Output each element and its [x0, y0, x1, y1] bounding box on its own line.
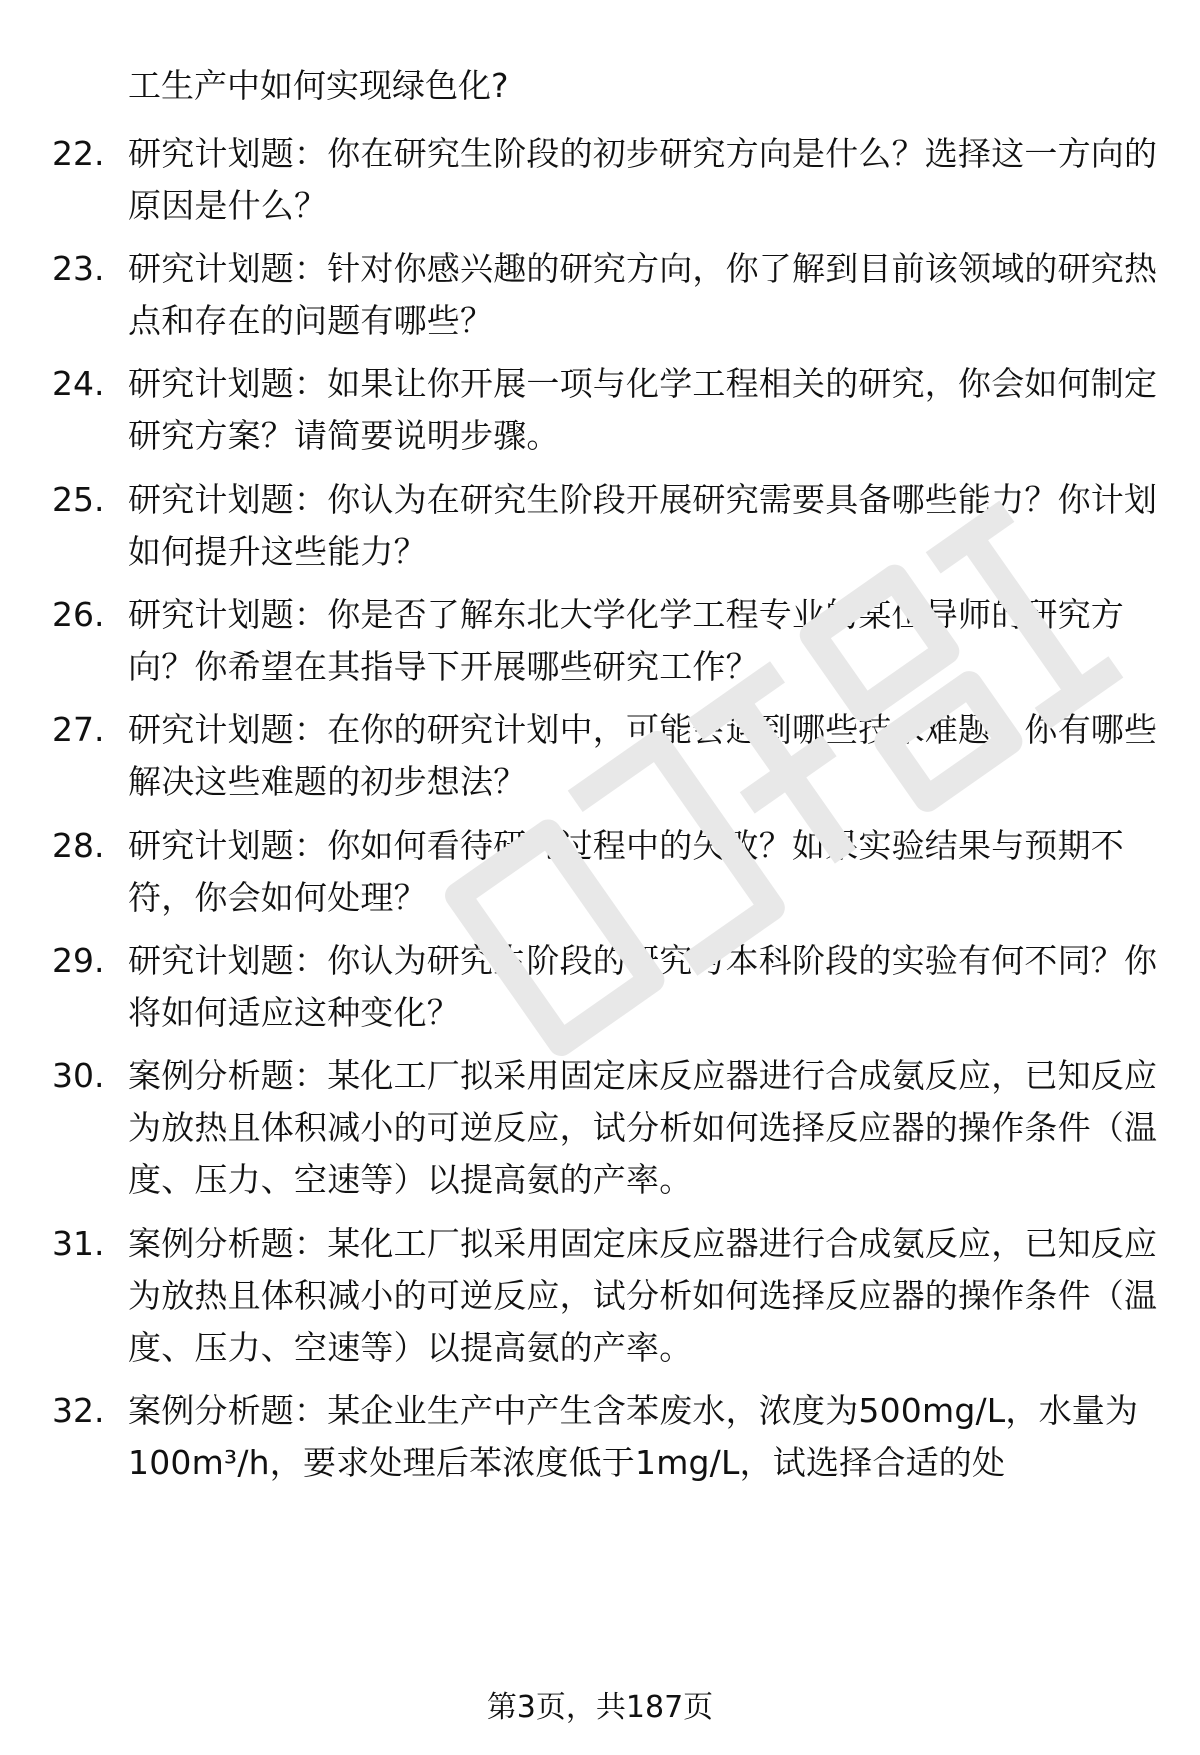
question-number: 24. — [52, 364, 105, 403]
question-text: 案例分析题：某化工厂拟采用固定床反应器进行合成氨反应，已知反应为放热且体积减小的可逆反应，试分析如何选择反应器的操作条件（温度、压力、空速等）以提高氨的产率。 — [128, 1056, 1158, 1199]
question-number: 30. — [52, 1056, 105, 1095]
question-27 — [52, 704, 1162, 808]
question-number: 31. — [52, 1224, 105, 1263]
question-text: 研究计划题：如果让你开展一项与化学工程相关的研究，你会如何制定研究方案？请简要说明步骤。 — [128, 364, 1158, 455]
question-number: 26. — [52, 595, 105, 634]
question-22 — [52, 128, 1162, 232]
question-28 — [52, 820, 1162, 924]
question-text: 研究计划题：你认为在研究生阶段开展研究需要具备哪些能力？你计划如何提升这些能力？ — [128, 480, 1158, 571]
question-number: 29. — [52, 941, 105, 980]
question-26 — [52, 589, 1162, 693]
page-footer: 第3页，共187页 — [486, 1690, 714, 1725]
question-number: 32. — [52, 1391, 105, 1430]
question-text: 研究计划题：针对你感兴趣的研究方向，你了解到目前该领域的研究热点和存在的问题有哪些？ — [128, 249, 1158, 340]
question-25 — [52, 474, 1162, 578]
question-24 — [52, 358, 1162, 462]
question-text: 案例分析题：某化工厂拟采用固定床反应器进行合成氨反应，已知反应为放热且体积减小的可逆反应，试分析如何选择反应器的操作条件（温度、压力、空速等）以提高氨的产率。 — [128, 1224, 1158, 1367]
question-text: 研究计划题：你是否了解东北大学化学工程专业的某位导师的研究方向？你希望在其指导下开展哪些研究工作？ — [128, 595, 1124, 686]
question-32 — [52, 1385, 1162, 1489]
question-number: 28. — [52, 826, 105, 865]
question-text: 研究计划题：你在研究生阶段的初步研究方向是什么？选择这一方向的原因是什么？ — [128, 134, 1158, 225]
question-text: 案例分析题：某企业生产中产生含苯废水，浓度为500mg/L，水量为100m³/h，要求处理后苯浓度低于1mg/L，试选择合适的处 — [128, 1391, 1139, 1482]
question-23 — [52, 243, 1162, 347]
question-number: 27. — [52, 710, 105, 749]
question-number: 23. — [52, 249, 105, 288]
question-29 — [52, 935, 1162, 1039]
question-31 — [52, 1218, 1162, 1374]
question-text: 研究计划题：在你的研究计划中，可能会遇到哪些技术难题？你有哪些解决这些难题的初步想法？ — [128, 710, 1158, 801]
question-text: 研究计划题：你认为研究生阶段的研究与本科阶段的实验有何不同？你将如何适应这种变化？ — [128, 941, 1158, 1032]
question-number: 22. — [52, 134, 105, 173]
question-30 — [52, 1050, 1162, 1206]
question-number: 25. — [52, 480, 105, 519]
continuation-text: 工生产中如何实现绿色化? — [128, 66, 509, 105]
question-text: 研究计划题：你如何看待研究过程中的失败？如果实验结果与预期不符，你会如何处理？ — [128, 826, 1124, 917]
